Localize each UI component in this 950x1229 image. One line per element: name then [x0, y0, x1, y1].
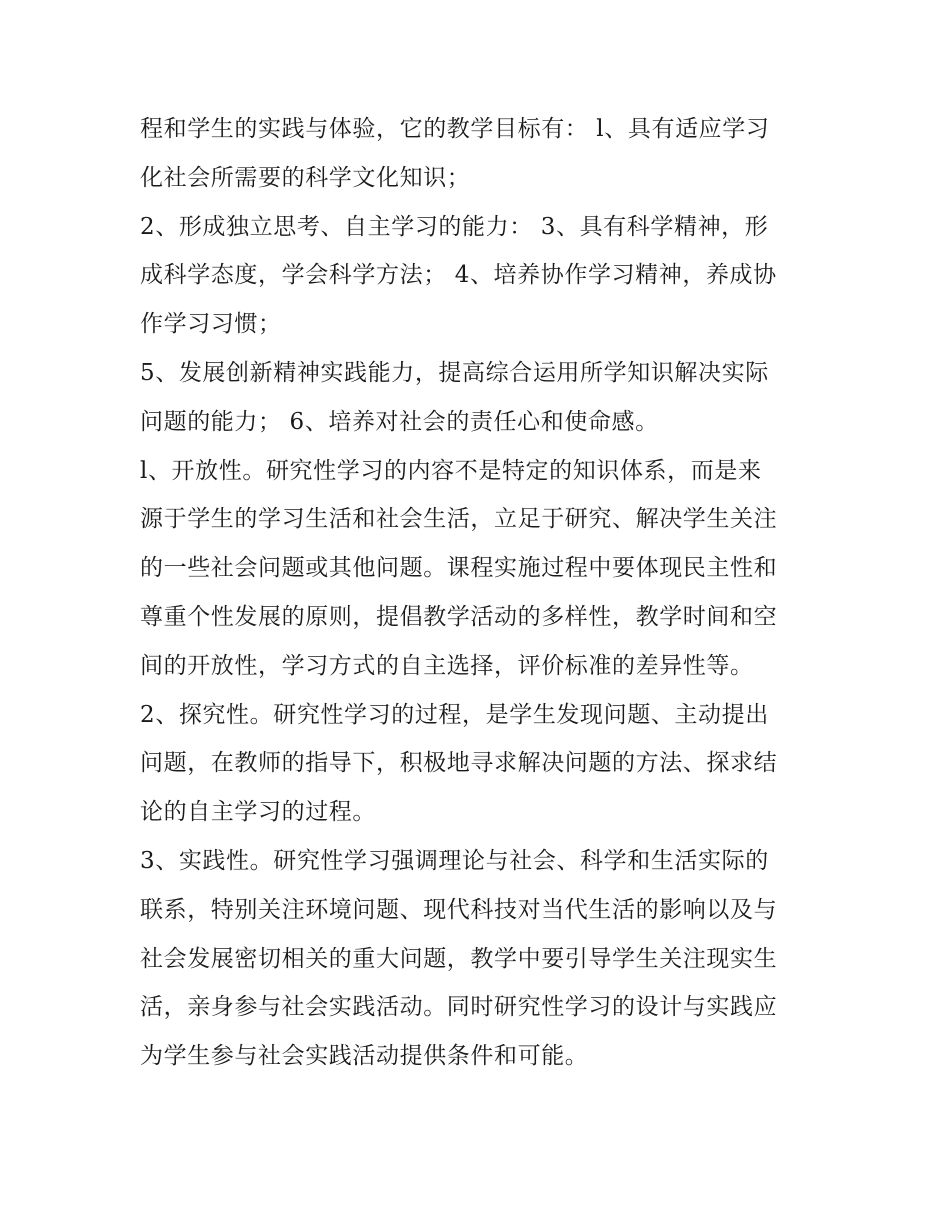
text-line: 2、形成独立思考、自主学习的能力： 3、具有科学精神，形	[140, 213, 769, 240]
text-line: 3、实践性。研究性学习强调理论与社会、科学和生活实际的	[140, 847, 769, 874]
text-line: 论的自主学习的过程。	[140, 799, 376, 826]
text-line: 2、探究性。研究性学习的过程，是学生发现问题、主动提出	[140, 701, 769, 728]
text-line: 化社会所需要的科学文化知识；	[140, 164, 471, 191]
text-line: 社会发展密切相关的重大问题，教学中要引导学生关注现实生	[140, 945, 778, 972]
text-line: 作学习习惯；	[140, 311, 282, 338]
text-line: 程和学生的实践与体验，它的教学目标有： l、具有适应学习	[140, 116, 770, 142]
text-line: 联系，特别关注环境问题、现代科技对当代生活的影响以及与	[140, 896, 778, 923]
body-text	[140, 105, 830, 1081]
text-line: 间的开放性，学习方式的自主选择，评价标准的差异性等。	[140, 652, 754, 679]
text-line: 成科学态度，学会科学方法； 4、培养协作学习精神，养成协	[140, 262, 777, 289]
text-line: 问题的能力； 6、培养对社会的责任心和使命感。	[140, 408, 659, 435]
text-line: 源于学生的学习生活和社会生活，立足于研究、解决学生关注	[140, 506, 778, 533]
text-line: 5、发展创新精神实践能力，提高综合运用所学知识解决实际	[140, 359, 769, 386]
text-line: l、开放性。研究性学习的内容不是特定的知识体系，而是来	[140, 457, 762, 484]
text-line: 活，亲身参与社会实践活动。同时研究性学习的设计与实践应	[140, 994, 778, 1021]
text-line: 问题，在教师的指导下，积极地寻求解决问题的方法、探求结	[140, 750, 778, 777]
text-line: 为学生参与社会实践活动提供条件和可能。	[140, 1043, 589, 1070]
text-line: 的一些社会问题或其他问题。课程实施过程中要体现民主性和	[140, 555, 778, 582]
text-line: 尊重个性发展的原则，提倡教学活动的多样性，教学时间和空	[140, 603, 778, 630]
